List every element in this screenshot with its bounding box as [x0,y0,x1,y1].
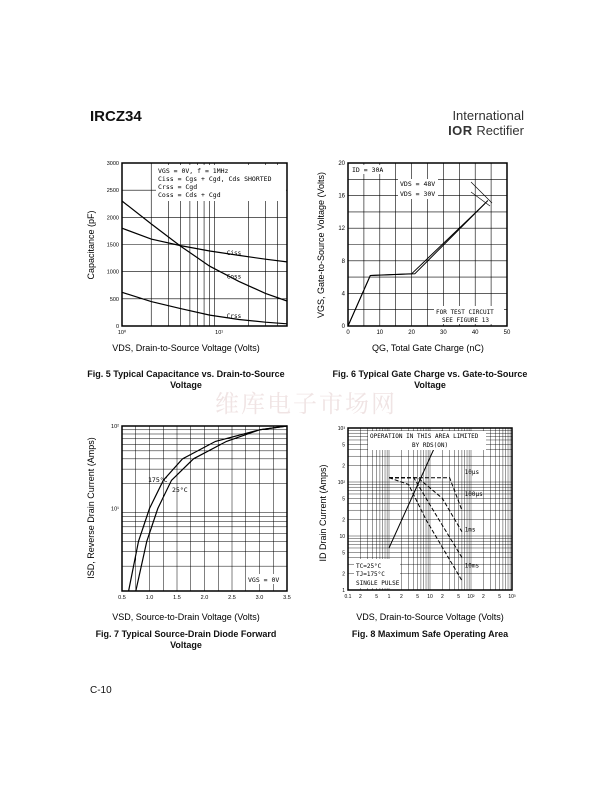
fig7-chart [82,418,302,628]
x-tick-label: 1.0 [145,595,154,601]
y-tick-label: 0 [341,324,345,330]
x-tick-label: 3.0 [255,595,264,601]
y-tick-label: 10¹ [111,506,119,513]
fig6-ylabel: VGS, Gate-to-Source Voltage (Volts) [316,171,326,319]
y-tick-label: 2500 [106,188,119,195]
y-tick-label: 10 [339,534,345,540]
fig7-25c: 25°C [172,486,188,494]
fig7-caption: Fig. 7 Typical Source-Drain Diode Forward Voltage [95,629,277,650]
annotation-leader [471,192,490,206]
x-tick-label: 10 [427,594,433,600]
series-line-crss [122,292,287,324]
x-tick-label: 2 [440,594,444,600]
fig7-ylabel: ISD, Reverse Drain Current (Amps) [86,437,96,579]
y-tick-label: 5 [342,550,345,557]
y-tick-label: 8 [341,258,345,265]
x-tick-label: 10 [376,330,384,336]
fig5-xlabel: VDS, Drain-to-Source Voltage (Volts) [112,343,260,353]
x-tick-label: 5 [375,594,379,600]
fig6-id-label: ID = 30A [352,166,384,174]
fig8-caption: Fig. 8 Maximum Safe Operating Area [351,629,509,639]
y-tick-label: 1 [342,588,345,594]
y-tick-label: 16 [338,193,345,200]
series-label: 10µs [464,469,480,477]
watermark: 维库电子市场网 [215,390,397,418]
x-tick-label: 5 [457,594,461,600]
y-tick-label: 10³ [337,426,345,432]
x-tick-label: 20 [408,330,415,336]
y-tick-label: 5 [342,496,345,503]
fig8-rds-note: BY RDS(ON) [412,442,449,449]
series-line-ciss [122,228,287,262]
x-tick-label: 5 [498,594,502,600]
fig5-caption: Fig. 5 Typical Capacitance vs. Drain-to-Source Voltage [87,369,285,390]
fig5-legend-1: VGS = 0V, f = 1MHz [158,167,229,175]
fig7-175c: 175°C [148,476,168,484]
fig6-xlabel: QG, Total Gate Charge (nC) [372,343,484,353]
fig6-chart [312,155,532,365]
fig5-chart [82,155,302,365]
x-tick-label: 40 [471,330,479,336]
x-tick-label: 2 [358,594,362,600]
x-tick-label: 10¹ [215,330,224,336]
y-tick-label: 2 [342,571,345,578]
y-tick-label: 2 [342,517,345,524]
fig8-tc: TC=25°C [356,563,382,570]
brand-logo [448,108,524,138]
x-tick-label: 1 [387,594,391,600]
fig5-legend-2: Ciss = Cgs + Cgd, Cds SHORTED [158,175,272,183]
x-tick-label: 10² [467,594,475,600]
x-tick-label: 1.5 [173,595,181,601]
y-tick-label: 12 [338,226,345,233]
y-tick-label: 10² [111,424,119,430]
y-tick-label: 0 [115,324,119,330]
y-tick-label: 4 [341,291,345,298]
fig8-chart [312,418,532,628]
y-tick-label: 2 [342,463,345,470]
y-tick-label: 10² [337,480,345,486]
fig6-vds30: VDS = 30V [400,190,436,198]
fig5-legend-3: Crss = Cgd [158,183,198,191]
x-tick-label: 0.1 [344,594,352,600]
ior-logo: IOR [448,123,473,138]
x-tick-label: 50 [503,330,511,336]
series-label: 10ms [464,562,480,570]
y-tick-label: 2000 [106,215,119,222]
y-tick-label: 1500 [106,242,119,249]
x-tick-label: 2.0 [200,595,209,601]
x-tick-label: 0.5 [118,595,126,601]
x-tick-label: 10³ [508,594,516,600]
fig8-tj: TJ=175°C [356,571,385,578]
x-tick-label: 3.5 [283,595,291,601]
x-tick-label: 2.5 [228,595,236,601]
brand-line1: International [452,108,524,123]
fig6-note-1: FOR TEST CIRCUIT [436,309,494,316]
series-label: Coss [226,273,242,281]
fig7-xlabel: VSD, Source-to-Drain Voltage (Volts) [112,612,260,622]
x-tick-label: 5 [416,594,420,600]
series-label: Ciss [226,249,242,257]
fig6-vds48: VDS = 48V [400,180,436,188]
fig5-ylabel: Capacitance (pF) [86,210,96,280]
series-label: Crss [226,312,242,320]
y-tick-label: 20 [338,161,345,167]
fig8-ylabel: ID Drain Current (Amps) [318,464,328,562]
x-tick-label: 2 [399,594,403,600]
fig8-xlabel: VDS, Drain-to-Source Voltage (Volts) [356,612,504,622]
x-tick-label: 30 [440,330,447,336]
y-tick-label: 500 [109,296,119,303]
y-tick-label: 5 [342,442,345,449]
series-label: 1ms [464,526,476,534]
y-tick-label: 1000 [106,269,119,276]
series-label: 100µs [464,491,483,499]
fig7-vgs: VGS = 0V [248,576,280,584]
fig8-single: SINGLE PULSE [356,580,400,587]
y-tick-label: 3000 [106,161,119,167]
page-number: C-10 [90,685,112,696]
series-line-coss [122,201,287,301]
x-tick-label: 10⁰ [117,330,127,336]
brand-line2: Rectifier [476,123,524,138]
fig8-area-note: OPERATION IN THIS AREA LIMITED [370,433,479,440]
x-tick-label: 0 [346,330,350,336]
part-number: IRCZ34 [90,108,142,125]
fig6-caption: Fig. 6 Typical Gate Charge vs. Gate-to-Source Voltage [332,369,528,390]
fig6-note-2: SEE FIGURE 13 [442,317,489,324]
fig5-legend-4: Coss = Cds + Cgd [158,191,221,199]
x-tick-label: 2 [481,594,485,600]
